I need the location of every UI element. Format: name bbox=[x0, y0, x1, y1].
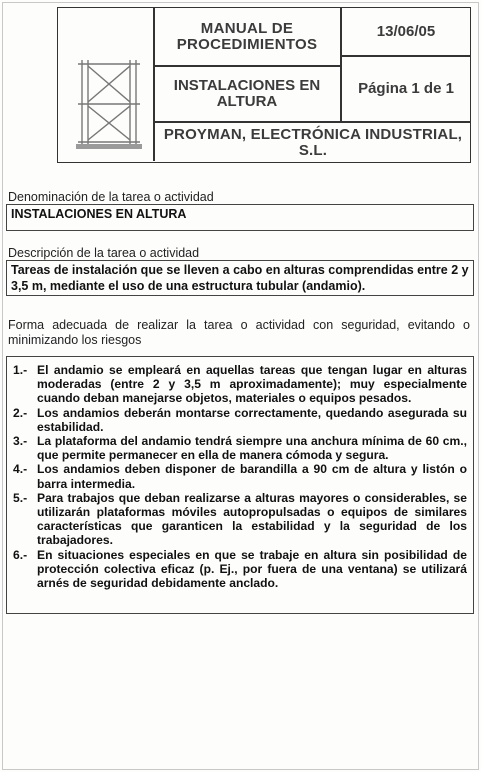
scaffold-icon bbox=[58, 8, 154, 162]
safety-label: Forma adecuada de realizar la tarea o actividad con seguridad, evitando o minimizando los riesgos bbox=[8, 318, 470, 347]
item-number: 5.- bbox=[13, 490, 28, 505]
task-description-label: Descripción de la tarea o actividad bbox=[8, 246, 200, 260]
list-item bbox=[13, 548, 467, 591]
header-table bbox=[57, 7, 471, 163]
item-text: Para trabajos que deban realizarse a alturas mayores o considerables, se utilizarán plataformas móviles autopropulsadas o equipos de similares características que garanticen la estabilidad y la seguridad de los trabajadores. bbox=[37, 490, 467, 548]
page-number: Página 1 de 1 bbox=[358, 80, 454, 98]
item-number: 1.- bbox=[13, 363, 28, 377]
list-item bbox=[13, 406, 467, 434]
item-number: 2.- bbox=[13, 405, 28, 420]
list-item bbox=[13, 462, 467, 490]
safety-list bbox=[6, 356, 474, 614]
task-name-label: Denominación de la tarea o actividad bbox=[8, 190, 214, 204]
section-title: INSTALACIONES EN ALTURA bbox=[173, 77, 321, 110]
list-item bbox=[13, 363, 467, 406]
company-name: PROYMAN, ELECTRÓNICA INDUSTRIAL, S.L. bbox=[163, 126, 463, 159]
item-text: En situaciones especiales en que se trabaje en altura sin posibilidad de protección colectiva eficaz (p. Ej., por fuera de una ventana) se utilizará arnés de seguridad debidamente anclado. bbox=[37, 547, 467, 591]
item-text: Los andamios deben disponer de barandilla a 90 cm de altura y listón o barra intermedia. bbox=[37, 462, 467, 491]
task-name-value: INSTALACIONES EN ALTURA bbox=[6, 204, 474, 231]
task-description-value: Tareas de instalación que se lleven a cabo en alturas comprendidas entre 2 y 3,5 m, mediante el uso de una estructura tubular (andamio). bbox=[6, 260, 474, 296]
item-number: 6.- bbox=[13, 547, 28, 562]
item-number: 4.- bbox=[13, 462, 28, 477]
item-text: La plataforma del andamio tendrá siempre una anchura mínima de 60 cm., que permite permanecer en ella de manera cómoda y segura. bbox=[37, 434, 467, 463]
document-date: 13/06/05 bbox=[376, 23, 436, 41]
manual-title: MANUAL DE PROCEDIMIENTOS bbox=[176, 20, 318, 53]
list-item bbox=[13, 491, 467, 548]
item-text: Los andamios deberán montarse correctamente, quedando asegurada su estabilidad. bbox=[37, 405, 467, 434]
item-number: 3.- bbox=[13, 434, 28, 449]
item-text: El andamio se empleará en aquellas tareas que tengan lugar en alturas moderadas (entre 2 y 3,5 m aproximadamente); muy especialmente cuando deban manejarse objetos, materiales o equipos pesados. bbox=[37, 363, 467, 406]
list-item bbox=[13, 434, 467, 462]
